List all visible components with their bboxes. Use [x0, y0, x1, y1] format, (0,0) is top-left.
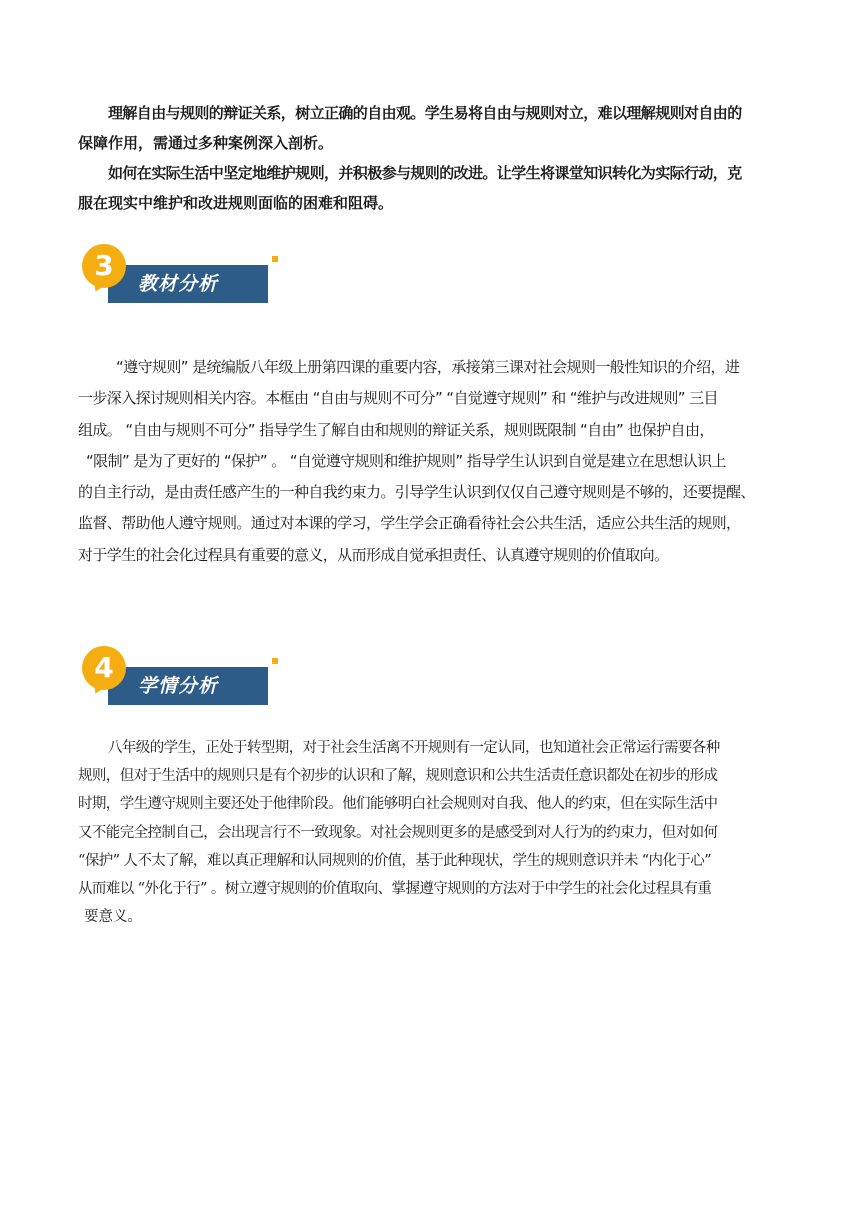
- text-line: 从而难以 “外化于行” 。树立遵守规则的价值取向、掌握遵守规则的方法对于中学生的社会化过程具有重: [78, 881, 712, 898]
- accent-square-icon: [272, 658, 278, 664]
- text-line: 理解自由与规则的辩证关系，树立正确的自由观。学生易将自由与规则对立，难以理解规则对自由的: [108, 104, 742, 122]
- intro-paragraph-1: [78, 98, 784, 158]
- section-3-header: [80, 244, 285, 312]
- text-line: 一步深入探讨规则相关内容。本框由 “自由与规则不可分” “自觉遵守规则” 和 “维护与改进规则” 三目: [78, 389, 718, 408]
- text-line: 要意义。: [84, 909, 142, 926]
- text-line: 对于学生的社会化过程具有重要的意义，从而形成自觉承担责任、认真遵守规则的价值取向。: [78, 545, 669, 564]
- textbook-analysis-paragraph: [78, 352, 784, 571]
- section-banner: [108, 265, 268, 303]
- text-line: 的自主行动，是由责任感产生的一种自我约束力。引导学生认识到仅仅自己遵守规则是不够的，还要提醒、: [78, 483, 755, 502]
- text-line: “保护” 人不太了解，难以真正理解和认同规则的价值，基于此种现状，学生的规则意识并未 “内化于心”: [78, 852, 711, 869]
- text-line: 时期，学生遵守规则主要还处于他律阶段。他们能够明白社会规则对自我、他人的约束，但在实际生活中: [78, 796, 718, 813]
- text-line: 保障作用，需通过多种案例深入剖析。: [78, 134, 334, 152]
- learner-analysis-paragraph: [78, 734, 784, 931]
- text-line: 组成。 “自由与规则不可分” 指导学生了解自由和规则的辩证关系，规则既限制 “自由” 也保护自由，: [78, 420, 714, 439]
- text-line: “限制” 是为了更好的 “保护” 。 “自觉遵守规则和维护规则” 指导学生认识到自觉是建立在思想认识上: [86, 451, 726, 470]
- section-title: 教材分析: [138, 273, 219, 295]
- section-number-badge: 4: [82, 646, 126, 690]
- text-line: 监督、帮助他人遵守规则。通过对本课的学习，学生学会正确看待社会公共生活，适应公共生活的规则，: [78, 514, 741, 533]
- section-banner: [108, 667, 268, 705]
- intro-paragraph-2: [78, 158, 784, 218]
- text-line: 规则，但对于生活中的规则只是有个初步的认识和了解，规则意识和公共生活责任意识都处在初步的形成: [78, 768, 718, 785]
- section-4-header: [80, 646, 285, 714]
- text-line: 服在现实中维护和改进规则面临的困难和阻碍。: [78, 194, 394, 212]
- section-title: 学情分析: [138, 675, 219, 697]
- section-number-badge: 3: [82, 244, 126, 288]
- text-line: 如何在实际生活中坚定地维护规则，并积极参与规则的改进。让学生将课堂知识转化为实际行动，克: [108, 164, 742, 182]
- text-line: 八年级的学生，正处于转型期，对于社会生活离不开规则有一定认同，也知道社会正常运行需要各种: [108, 740, 720, 756]
- text-line: 又不能完全控制自己，会出现言行不一致现象。对社会规则更多的是感受到对人行为的约束力，但对如何: [78, 824, 718, 841]
- accent-square-icon: [272, 256, 278, 262]
- text-line: “遵守规则” 是统编版八年级上册第四课的重要内容，承接第三课对社会规则一般性知识的介绍，进: [116, 358, 740, 376]
